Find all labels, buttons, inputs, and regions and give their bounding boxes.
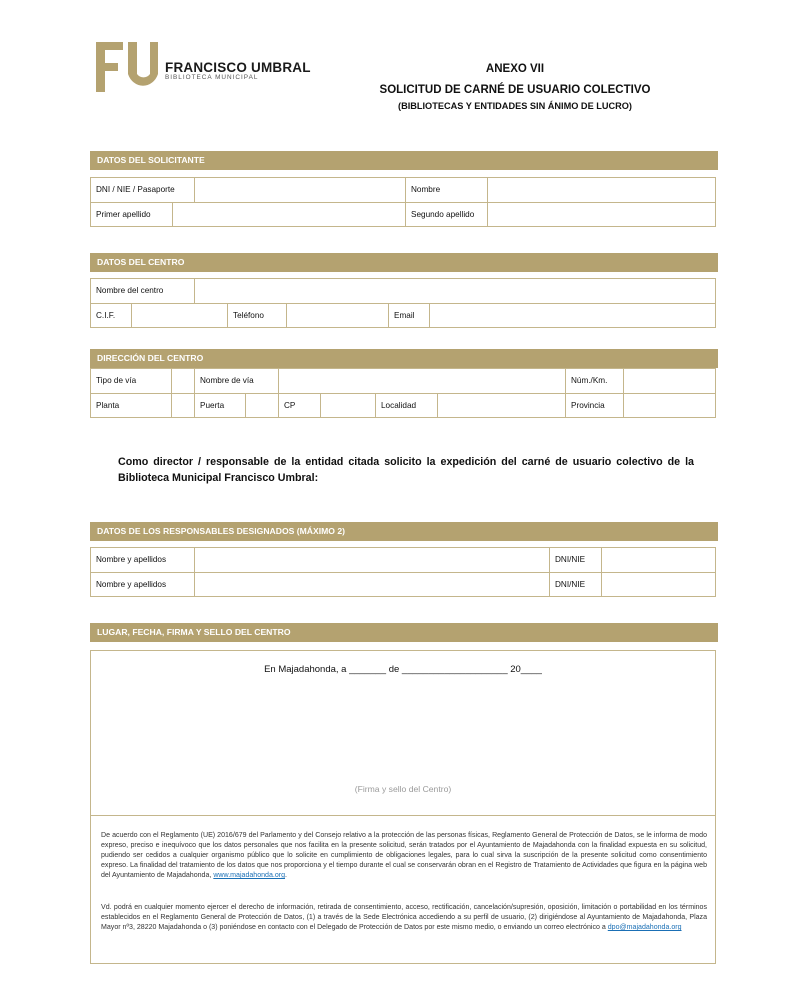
legal-text-end: . [285, 872, 287, 879]
legal-text: Vd. podrá en cualquier momento ejercer el derecho de información, retirada de consentimiento, acceso, rectificación, cancelación/supresión, oposición, limitación o portabilidad en los términos establecidos en el Reglamento General de Protección de Datos, (1) a través de la Sede Electrónica accediendo a su perfil de usuario, (2) dirigiéndose al Ayuntamiento de Majadahonda, Plaza Mayor nº3, 28220 Majadahonda o (3) poniéndose en contacto con el Delegado de Protección de Datos por este mismo medio, o enviando un correo electrónico a [101, 904, 707, 931]
legal-paragraph-1 [101, 831, 707, 881]
nombre-centro-field[interactable] [194, 279, 715, 303]
nombre-via-field[interactable] [278, 369, 565, 393]
nombre-centro-label: Nombre del centro [96, 286, 164, 295]
responsable-nombre-label: Nombre y apellidos [96, 555, 167, 564]
section-direccion-heading: DIRECCIÓN DEL CENTRO [90, 349, 716, 368]
provincia-label: Provincia [565, 394, 623, 417]
puerta-field[interactable] [245, 394, 278, 417]
responsable-nombre-field[interactable] [194, 573, 549, 596]
legal-text: De acuerdo con el Reglamento (UE) 2016/679 del Parlamento y del Consejo relativo a la protección de las personas físicas, Reglamento General de Protección de Datos, se le informa de modo expreso, preciso e inequívoco que los datos personales que nos facilita en la presente solicitud, serán tratados por el Ayuntamiento de Majadahonda con la finalidad expuesta en su solicitud, pudiendo ser cedidos a cualquier organismo público que lo solicite en cumplimiento de obligaciones legales, para lo cual sirva la suscripción de la presente solicitud como consentimiento expreso. La finalidad del tratamiento de los datos que nos proporciona y el tiempo durante el cual se conservarán obran en el Registro de Tratamiento de Actividades que figura en la página web del Ayuntamiento de Majadahonda, [101, 832, 707, 879]
table-row [91, 572, 715, 596]
cp-field[interactable] [320, 394, 375, 417]
responsable-dni-field[interactable] [601, 573, 715, 596]
section-solicitante-heading: DATOS DEL SOLICITANTE [90, 151, 716, 170]
logo-subtitle: BIBLIOTECA MUNICIPAL [165, 74, 259, 81]
table-row [91, 548, 715, 572]
page-title: SOLICITUD DE CARNÉ DE USUARIO COLECTIVO [379, 84, 651, 96]
logo-name: FRANCISCO UMBRAL [165, 60, 311, 75]
planta-field[interactable] [171, 394, 194, 417]
cif-field[interactable] [131, 304, 227, 327]
tipo-via-label: Tipo de vía [96, 376, 137, 385]
provincia-field[interactable] [623, 394, 715, 417]
centro-table [90, 278, 716, 328]
nombre-via-label: Nombre de vía [194, 369, 278, 393]
dni-label: DNI / NIE / Pasaporte [96, 185, 175, 194]
library-logo-icon [96, 42, 158, 92]
cp-label: CP [278, 394, 320, 417]
signature-hint: (Firma y sello del Centro) [354, 784, 452, 794]
responsable-dni-label: DNI/NIE [549, 573, 601, 596]
responsable-dni-label: DNI/NIE [549, 548, 601, 572]
responsable-nombre-field[interactable] [194, 548, 549, 572]
section-firma-heading: LUGAR, FECHA, FIRMA Y SELLO DEL CENTRO [90, 623, 716, 642]
segundo-apellido-label: Segundo apellido [405, 203, 487, 226]
primer-apellido-field[interactable] [172, 203, 405, 226]
section-responsables-heading: DATOS DE LOS RESPONSABLES DESIGNADOS (MÁXIMO 2) [90, 522, 716, 541]
telefono-label: Teléfono [227, 304, 286, 327]
segundo-apellido-field[interactable] [487, 203, 715, 226]
planta-label: Planta [96, 401, 120, 410]
nombre-field[interactable] [487, 178, 715, 202]
page-subtitle: (BIBLIOTECAS Y ENTIDADES SIN ÁNIMO DE LUCRO) [398, 101, 632, 111]
section-centro-heading: DATOS DEL CENTRO [90, 253, 716, 272]
annex-label: ANEXO VII [485, 63, 545, 75]
solicitante-table [90, 177, 716, 227]
localidad-field[interactable] [437, 394, 565, 417]
email-field[interactable] [429, 304, 715, 327]
localidad-label: Localidad [375, 394, 437, 417]
dni-field[interactable] [194, 178, 405, 202]
declaration-text: Como director / responsable de la entidad citada solicito la expedición del carné de usuario colectivo de la Biblioteca Municipal Francisco Umbral: [118, 456, 694, 484]
num-km-label: Núm./Km. [565, 369, 623, 393]
legal-paragraph-2 [101, 903, 707, 933]
puerta-label: Puerta [194, 394, 245, 417]
primer-apellido-label: Primer apellido [96, 210, 151, 219]
nombre-label: Nombre [405, 178, 487, 202]
direccion-table [90, 368, 716, 418]
email-label: Email [388, 304, 429, 327]
divider [91, 815, 715, 816]
tipo-via-field[interactable] [171, 369, 194, 393]
responsable-nombre-label: Nombre y apellidos [96, 580, 167, 589]
responsables-table [90, 547, 716, 597]
cif-label: C.I.F. [96, 311, 116, 320]
website-link[interactable]: www.majadahonda.org [213, 872, 286, 879]
place-date-line: En Majadahonda, a _______ de ____________________ 20____ [264, 664, 542, 675]
num-km-field[interactable] [623, 369, 715, 393]
email-link[interactable]: dpo@majadahonda.org [607, 924, 682, 931]
responsable-dni-field[interactable] [601, 548, 715, 572]
telefono-field[interactable] [286, 304, 388, 327]
